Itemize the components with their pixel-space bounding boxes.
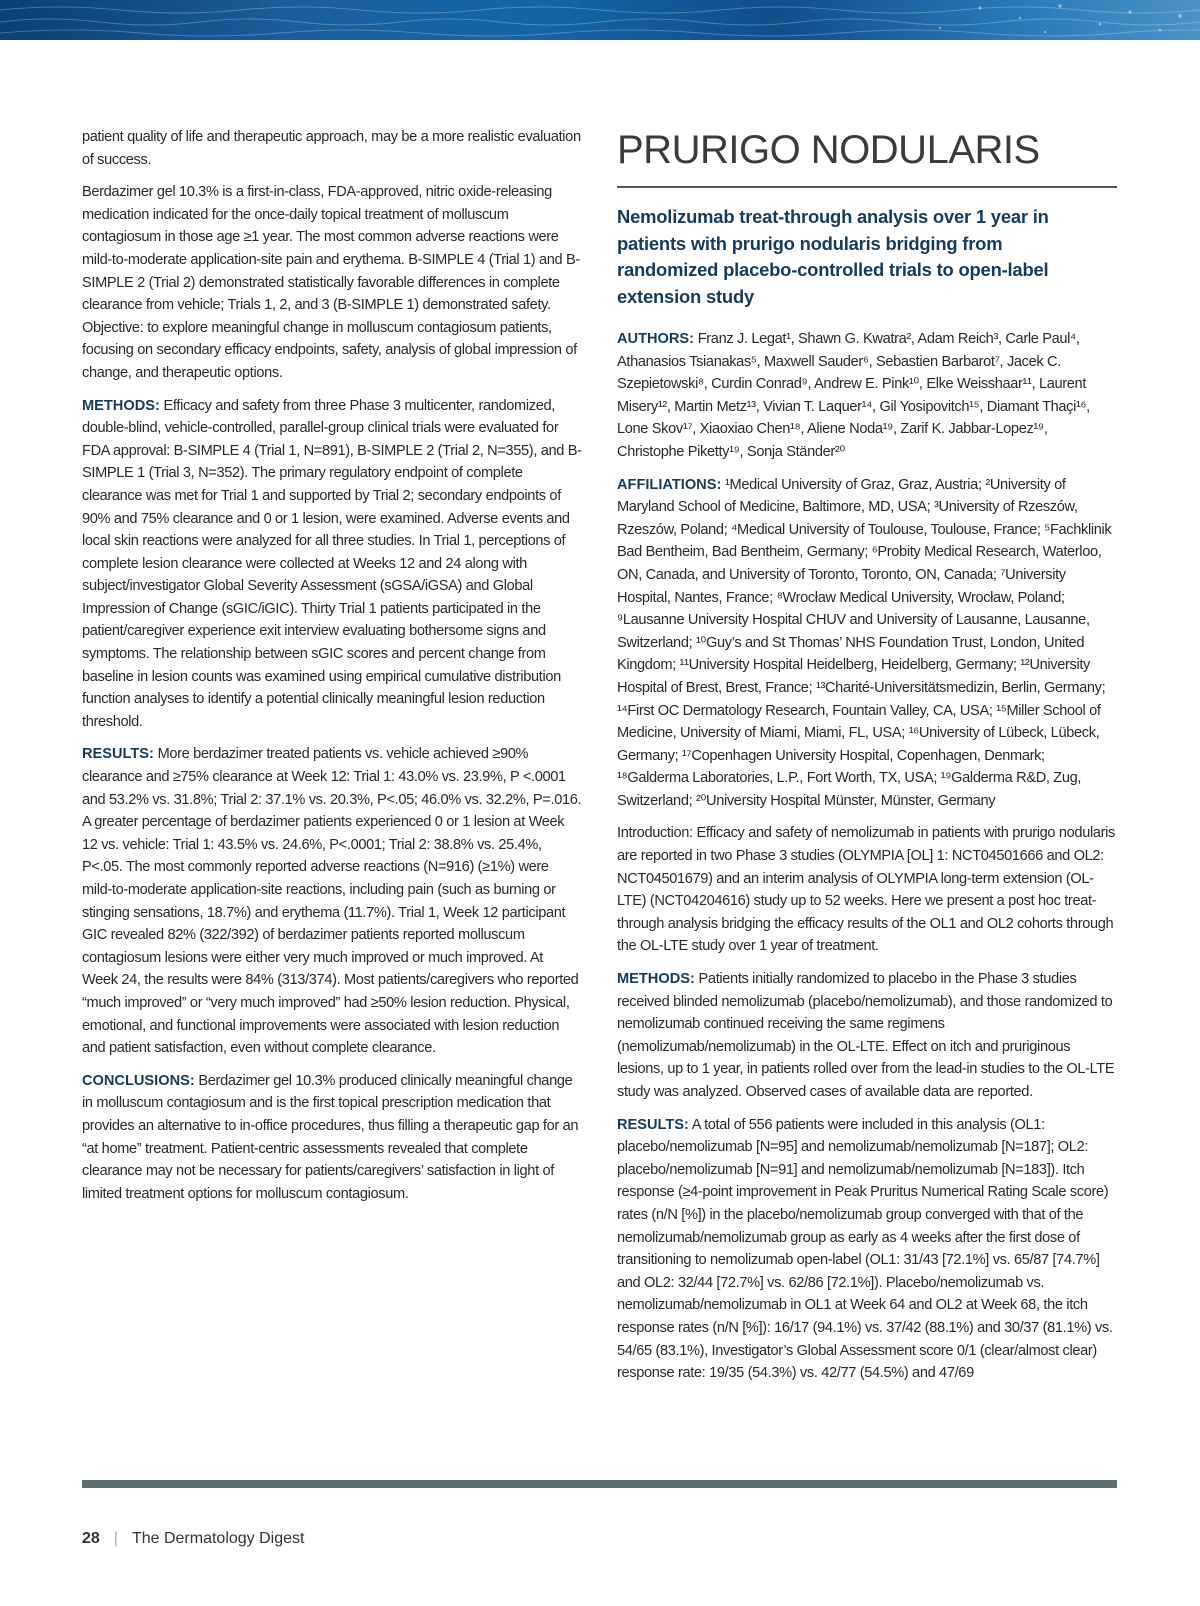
authors-paragraph <box>617 328 1115 464</box>
methods-paragraph <box>82 395 582 734</box>
wave-pattern <box>0 0 1200 40</box>
authors-text: Franz J. Legat¹, Shawn G. Kwatra², Adam Reich³, Carle Paul⁴, Athanasios Tsianakas⁵, Maxwell Sauder⁶, Sebastien Barbarot⁷, Jacek C. Szepietowski⁸, Curdin Conrad⁹, Andrew E. Pink¹⁰, Elke Weisshaar¹¹, Laurent Misery¹², Martin Metz¹³, Vivian T. Laquer¹⁴, Gil Yosipovitch¹⁵, Diamant Thaçi¹⁶, Lone Skov¹⁷, Xiaoxiao Chen¹⁸, Aliene Noda¹⁹, Zarif K. Jabbar-Lopez¹⁹, Christophe Piketty¹⁹, Sonja Ständer²⁰ <box>617 331 1090 460</box>
methods-paragraph-right <box>617 968 1115 1104</box>
title-divider <box>617 186 1117 188</box>
article-title: Nemolizumab treat-through analysis over 1 year in patients with prurigo nodularis bridging from randomized placebo-controlled trials to open-label extension study <box>617 206 1049 307</box>
introduction-paragraph: Introduction: Efficacy and safety of nemolizumab in patients with prurigo nodularis are reported in two Phase 3 studies (OLYMPIA [OL] 1: NCT04501666 and OL2: NCT04501679) and an interim analysis of OLYMPIA long-term extension (OL-LTE) (NCT04204616) study up to 52 weeks. Here we present a post hoc treat-through analysis bridging the efficacy results of the OL1 and OL2 cohorts through the OL-LTE study over 1 year of treatment. <box>617 825 1115 955</box>
methods-text: Efficacy and safety from three Phase 3 multicenter, randomized, double-blind, vehicle-controlled, parallel-group clinical trials were evaluated for FDA approval: B-SIMPLE 4 (Trial 1, N=891), B-SIMPLE 2 (Trial 2, N=355), and B-SIMPLE 1 (Trial 3, N=352). The primary regulatory endpoint of complete clearance was met for Trial 1 and supported by Trial 2; secondary endpoints of 90% and 75% clearance and 0 or 1 lesion, were examined. Adverse events and local skin reactions were analyzed for all three studies. In Trial 1, perceptions of complete lesion clearance were collected at Weeks 12 and 24 along with subject/investigator Global Severity Assessment (sGSA/iGSA) and Global Impression of Change (sGIC/iGIC). Thirty Trial 1 patients participated in the patient/caregiver experience exit interview evaluating bothersome signs and symptoms. The relationship between sGIC scores and percent change from baseline in lesion counts was examined using empirical cumulative distribution function analyses to identify a potential clinically meaningful lesion reduction threshold. <box>82 397 582 730</box>
affiliations-label: AFFILIATIONS: <box>617 476 722 493</box>
background-paragraph: Berdazimer gel 10.3% is a first-in-class, FDA-approved, nitric oxide-releasing medication indicated for the once-daily topical treatment of molluscum contagiosum in those age ≥1 year. The most common adverse reactions were mild-to-moderate application-site pain and erythema. B-SIMPLE 4 (Trial 1) and B-SIMPLE 2 (Trial 2) demonstrated statistically favorable differences in complete clearance from vehicle; Trials 1, 2, and 3 (B-SIMPLE 1) demonstrated safety. Objective: to explore meaningful change in molluscum contagiosum patients, focusing on secondary efficacy endpoints, safety, analysis of global impression of change, and therapeutic options. <box>82 184 580 381</box>
methods-text-right: Patients initially randomized to placebo in the Phase 3 studies received blinded nemolizumab (placebo/nemolizumab), and those randomized to nemolizumab continued receiving the same regimens (nemolizumab/nemolizumab) in the OL-LTE. Effect on itch and pruriginous lesions, up to 1 year, in patients rolled over from the lead-in studies to the OL-LTE study was analyzed. Observed cases of available data are reported. <box>617 971 1115 1100</box>
right-column <box>617 126 1115 1395</box>
results-label-right: RESULTS: <box>617 1116 689 1133</box>
page-footer <box>82 1530 304 1548</box>
conclusions-label: CONCLUSIONS: <box>82 1072 195 1089</box>
left-column <box>82 126 582 1215</box>
footer-divider <box>82 1480 1117 1488</box>
affiliations-paragraph <box>617 474 1115 813</box>
page-number: 28 <box>82 1530 100 1547</box>
ocean-header-banner <box>0 0 1200 40</box>
publication-name: The Dermatology Digest <box>131 1530 305 1547</box>
results-paragraph-right <box>617 1114 1115 1385</box>
results-label: RESULTS: <box>82 746 154 763</box>
footer-separator: | <box>113 1530 118 1547</box>
results-text: More berdazimer treated patients vs. vehicle achieved ≥90% clearance and ≥75% clearance at Week 12: Trial 1: 43.0% vs. 23.9%, P <.0001 and 53.2% vs. 31.8%; Trial 2: 37.1% vs. 20.3%, P<.05; 46.0% vs. 32.2%, P=.016. A greater percentage of berdazimer patients experienced 0 or 1 lesion at Week 12 vs. vehicle: Trial 1: 43.5% vs. 24.6%, P<.0001; Trial 2: 38.8% vs. 25.4%, P<.05. The most commonly reported adverse reactions (N=916) (≥1%) were mild-to-moderate application-site reactions, including pain (such as burning or stinging sensations, 18.7%) and erythema (11.7%). Trial 1, Week 12 participant GIC revealed 82% (322/392) of berdazimer patients reported molluscum contagiosum lesions were either very much improved or much improved. At Week 24, the results were 84% (313/374). Most patients/caregivers who reported “much improved” or “very much improved” had ≥50% lesion reduction. Physical, emotional, and functional improvements were associated with lesion reduction and patient satisfaction, even without complete clearance. <box>82 746 582 1057</box>
section-title: PRURIGO NODULARIS <box>617 128 1040 172</box>
results-text-right: A total of 556 patients were included in this analysis (OL1: placebo/nemolizumab [N=95] and nemolizumab/nemolizumab [N=187]; OL2: placebo/nemolizumab [N=91] and nemolizumab/nemolizumab [N=183]). Itch response (≥4-point improvement in Peak Pruritus Numerical Rating Scale score) rates (n/N [%]) in the placebo/nemolizumab group converged with that of the nemolizumab/nemolizumab group as early as 4 weeks after the first dose of transitioning to nemolizumab open-label (OL1: 31/43 [72.1%] vs. 65/87 [74.7%] and OL2: 32/44 [72.7%] vs. 62/86 [72.1%]). Placebo/nemolizumab vs. nemolizumab/nemolizumab in OL1 at Week 64 and OL2 at Week 68, the itch response rates (n/N [%]): 16/17 (94.1%) vs. 37/42 (88.1%) and 30/37 (81.1%) vs. 54/65 (83.1%), Investigator’s Global Assessment score 0/1 (clear/almost clear) response rate: 19/35 (54.3%) vs. 42/77 (54.5%) and 47/69 <box>617 1116 1113 1382</box>
methods-label-right: METHODS: <box>617 971 695 988</box>
results-paragraph <box>82 743 582 1059</box>
affiliations-text: ¹Medical University of Graz, Graz, Austria; ²University of Maryland School of Medicine, Baltimore, MD, USA; ³University of Rzeszów, Rzeszów, Poland; ⁴Medical University of Toulouse, Toulouse, France; ⁵Fachklinik Bad Bentheim, Bad Bentheim, Germany; ⁶Probity Medical Research, Waterloo, ON, Canada, and University of Toronto, Toronto, ON, Canada; ⁷University Hospital, Nantes, France; ⁸Wrocław Medical University, Wrocław, Poland; ⁹Lausanne University Hospital CHUV and University of Lausanne, Lausanne, Switzerland; ¹⁰Guy’s and St Thomas’ NHS Foundation Trust, London, United Kingdom; ¹¹University Hospital Heidelberg, Heidelberg, Germany; ¹²University Hospital of Brest, Brest, France; ¹³Charité-Universitätsmedizin, Berlin, Germany; ¹⁴First OC Dermatology Research, Fountain Valley, CA, USA; ¹⁵Miller School of Medicine, University of Miami, Miami, FL, USA; ¹⁶University of Lübeck, Lübeck, Germany; ¹⁷Copenhagen University Hospital, Copenhagen, Denmark; ¹⁸Galderma Laboratories, L.P., Fort Worth, TX, USA; ¹⁹Galderma R&D, Zug, Switzerland; ²⁰University Hospital Münster, Münster, Germany <box>617 476 1112 809</box>
intro-paragraph: patient quality of life and therapeutic approach, may be a more realistic evaluation of success. <box>82 129 581 168</box>
authors-label: AUTHORS: <box>617 331 695 347</box>
conclusions-paragraph <box>82 1070 582 1206</box>
methods-label: METHODS: <box>82 397 160 414</box>
conclusions-text: Berdazimer gel 10.3% produced clinically meaningful change in molluscum contagiosum and is the first topical prescription medication that provides an alternative to in-office procedures, thus filling a therapeutic gap for an “at home” treatment. Patient-centric assessments revealed that complete clearance may not be necessary for patients/caregivers’ satisfaction in light of limited treatment options for molluscum contagiosum. <box>82 1072 579 1202</box>
